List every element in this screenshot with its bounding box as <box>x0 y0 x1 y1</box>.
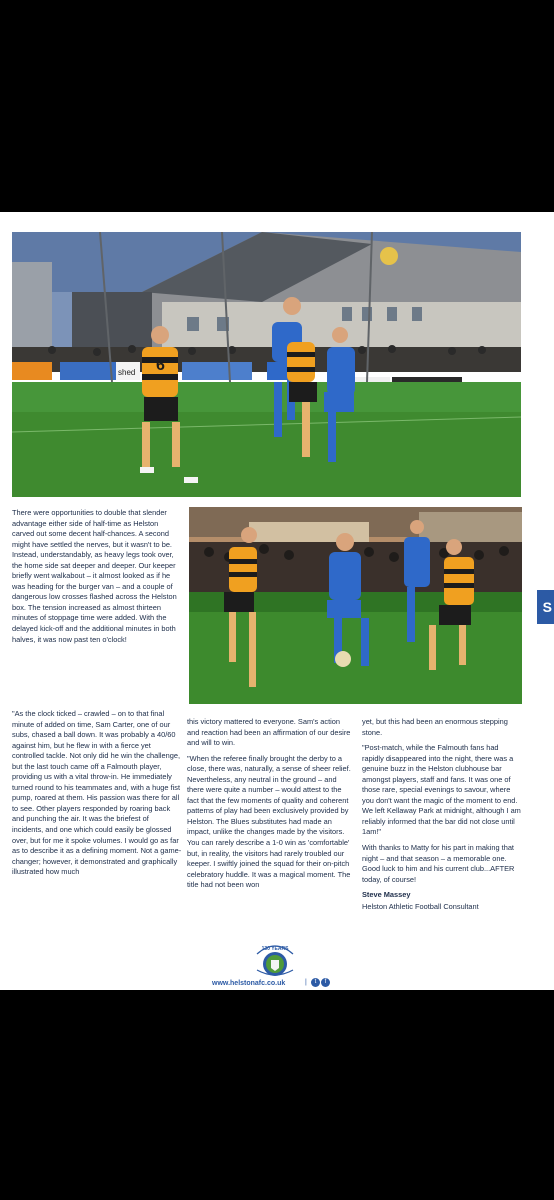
twitter-icon[interactable]: t <box>311 978 320 987</box>
footer-separator: | <box>305 979 307 986</box>
facebook-icon[interactable]: f <box>321 978 330 987</box>
author-name: Steve Massey <box>362 890 411 900</box>
article-paragraph: "When the referee finally brought the derby to a close, there was, naturally, a sense of sheer relief. Nevertheless, any neutral in the ground – and there were quite a number – would attest to the fact that the few moments of quality and coherent patterns of play had been exclusively provided by Helston. The Blues substitutes had made an impact, unlike the changes made by the visitors. You can rarely describe a 1-0 win as 'comfortable' but, in reality, the visitors had rarely troubled our keeper. I swiftly joined the squad for their on-pitch celebratory huddle. It was a magical moment. The title had not been won <box>187 753 351 890</box>
match-photo-1-graphic <box>12 232 521 497</box>
club-crest-logo <box>251 940 299 980</box>
banner-shed: shed <box>118 368 136 377</box>
article-column-left-bottom <box>12 709 182 883</box>
article-column-middle <box>187 717 353 896</box>
match-photo-header-challenge <box>12 232 521 497</box>
article-paragraph: With thanks to Matty for his part in making that night – and that season – a memorable one. Good luck to him and his current club...AFTER today, of course! <box>362 843 515 884</box>
article-paragraph: "As the clock ticked – crawled – on to that final minute of added on time, Sam Carter, one of our subs, chased a ball down. It was probably a 40/60 against him, but he flew in with a fierce yet controlled tackle. Not only did he win the challenge, but the last touch came off a Falmouth player, providing us with a vital throw-in. He immediately turned round to his teammates and, with a huge fist pump, roared at them. His passion was there for all to see. Other players responded by roaring back and punching the air. It was the briefest of incidents, and one which could easily be glossed over, but for me it spoke volumes. I would go as far as to describe it as a defining moment. Not a game-changer; however, it demonstrated and graphically illustrated how much <box>12 709 182 877</box>
article-paragraph: There were opportunities to double that slender advantage either side of half-time as Helston carved out some decent half-chances. A second might have settled the nerves, but it wasn't to be. Instead, understandably, as heavy legs took over, the home side sat deeper and deeper. Our keeper briefly went walkabout – it almost looked as if he was heading for the burger van – and a couple of dangerous low crosses flashed across the Helston box. The tension increased as almost thirteen minutes of stoppage time were added. With the delayed kick-off and the additional minutes in both halves, it was now past ten o'clock! <box>12 508 177 644</box>
match-photo-ball-battle <box>189 507 522 704</box>
magazine-page <box>0 212 554 990</box>
article-column-left-top <box>12 508 182 650</box>
crest-anniversary-text: 130 YEARS <box>261 946 289 952</box>
author-role: Helston Athletic Football Consultant <box>362 901 479 911</box>
article-paragraph: this victory mattered to everyone. Sam's action and reaction had been an affirmation of our desire and will to win. <box>187 717 351 748</box>
article-column-right <box>362 717 522 912</box>
article-paragraph: "Post-match, while the Falmouth fans had rapidly disappeared into the night, there was a genuine buzz in the Helston clubhouse bar amongst players, staff and fans. It was one of those rare, special evenings to savour, where you don't want the magic of the moment to end. We left Kellaway Park at midnight, although I am reliably informed that the bar did not close until 1am!" <box>362 743 521 837</box>
website-link[interactable]: www.helstonafc.co.uk <box>212 980 286 987</box>
match-photo-2-graphic <box>189 507 522 704</box>
article-paragraph: yet, but this had been an enormous stepping stone. <box>362 717 508 737</box>
shirt-number-6: 6 <box>156 357 165 374</box>
next-page-tab[interactable]: S <box>537 590 554 624</box>
